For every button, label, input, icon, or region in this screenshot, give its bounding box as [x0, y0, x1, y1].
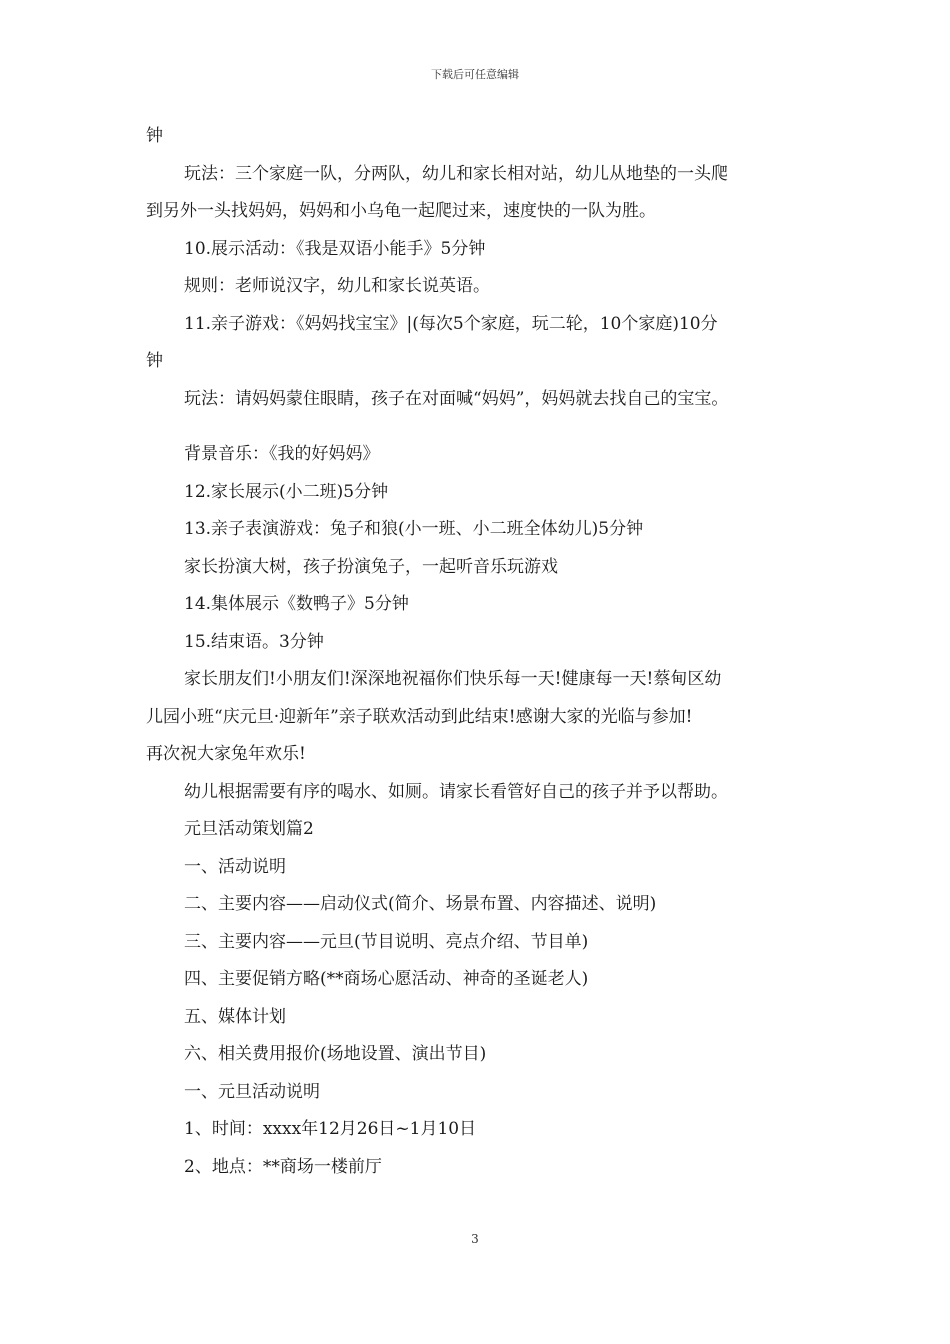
paragraph: 钟	[146, 351, 163, 371]
paragraph: 儿园小班“庆元旦·迎新年”亲子联欢活动到此结束!感谢大家的光临与参加!	[146, 706, 693, 727]
page-header: 下载后可任意编辑	[431, 68, 519, 81]
paragraph: 到另外一头找妈妈，妈妈和小乌龟一起爬过来，速度快的一队为胜。	[146, 201, 656, 221]
section-title: 元旦活动策划篇2	[184, 819, 314, 839]
paragraph: 玩法：请妈妈蒙住眼睛，孩子在对面喊“妈妈”，妈妈就去找自己的宝宝。	[184, 388, 729, 409]
paragraph: 六、相关费用报价(场地设置、演出节目)	[184, 1044, 487, 1064]
paragraph: 12.家长展示(小二班)5分钟	[184, 481, 389, 502]
paragraph: 玩法：三个家庭一队，分两队，幼儿和家长相对站，幼儿从地垫的一头爬	[184, 163, 728, 184]
paragraph: 规则：老师说汉字，幼儿和家长说英语。	[184, 276, 490, 296]
paragraph: 背景音乐：《我的好妈妈》	[184, 444, 380, 464]
paragraph: 15.结束语。3分钟	[184, 631, 324, 652]
document-body	[146, 118, 814, 1186]
page-number: 3	[471, 1232, 479, 1246]
paragraph: 一、元旦活动说明	[184, 1081, 320, 1102]
paragraph: 家长朋友们!小朋友们!深深地祝福你们快乐每一天!健康每一天!蔡甸区幼	[184, 669, 722, 689]
paragraph: 14.集体展示《数鸭子》5分钟	[184, 594, 409, 614]
paragraph: 10.展示活动：《我是双语小能手》5分钟	[184, 238, 486, 259]
paragraph: 家长扮演大树，孩子扮演兔子，一起听音乐玩游戏	[184, 556, 558, 577]
paragraph: 13.亲子表演游戏：兔子和狼(小一班、小二班全体幼儿)5分钟	[184, 519, 644, 539]
paragraph: 11.亲子游戏：《妈妈找宝宝》|(每次5个家庭，玩二轮，10个家庭)10分	[184, 313, 718, 334]
paragraph: 五、媒体计划	[184, 1006, 286, 1027]
paragraph: 三、主要内容——元旦(节目说明、亮点介绍、节目单)	[184, 931, 589, 952]
paragraph: 2、地点：**商场一楼前厅	[184, 1156, 382, 1177]
paragraph: 钟	[146, 126, 163, 146]
paragraph: 一、活动说明	[184, 856, 286, 877]
paragraph: 二、主要内容——启动仪式(简介、场景布置、内容描述、说明)	[184, 894, 657, 914]
paragraph: 四、主要促销方略(**商场心愿活动、神奇的圣诞老人)	[184, 969, 589, 989]
blank-gap	[146, 418, 814, 436]
paragraph: 再次祝大家兔年欢乐!	[146, 744, 306, 764]
paragraph: 幼儿根据需要有序的喝水、如厕。请家长看管好自己的孩子并予以帮助。	[184, 781, 728, 802]
paragraph: 1、时间：xxxx年12月26日~1月10日	[184, 1119, 477, 1139]
